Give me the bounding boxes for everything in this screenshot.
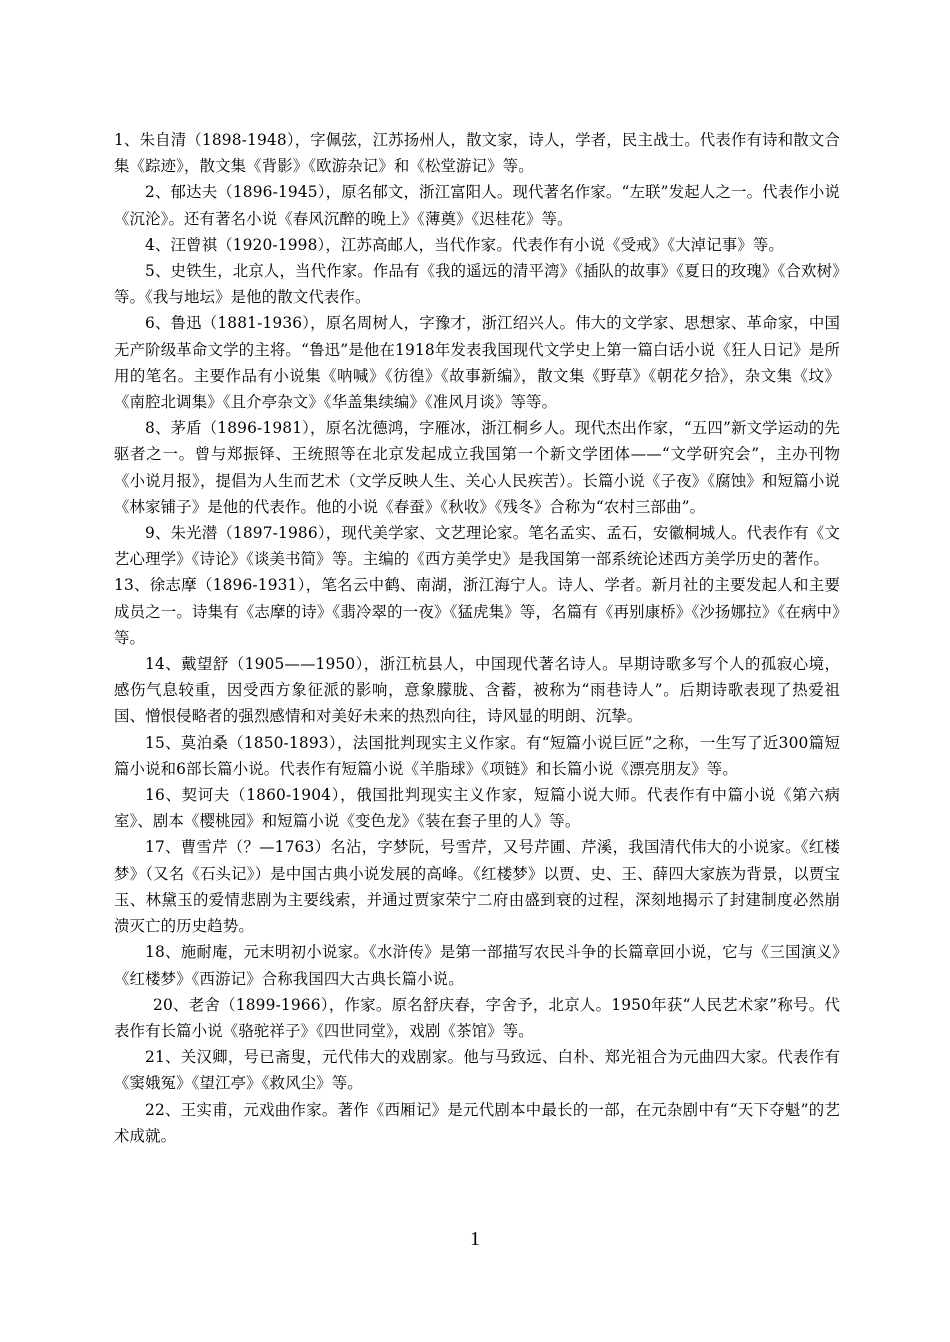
paragraph-mao-dun: 8、茅盾（1896-1981），原名沈德鸿，字雁冰，浙江桐乡人。现代杰出作家，“五四”新文学运动的先驱者之一。曾与郑振铎、王统照等在北京发起成立我国第一个新文学团体——“文学研究会”，主办刊物《小说月报》，提倡为人生而艺术（文学反映人生、关心人民疾苦）。长篇小说《子夜》《腐蚀》和短篇小说《林家铺子》是他的代表作。他的小说《春蚕》《秋收》《残冬》合称为“农村三部曲”。	[114, 419, 840, 516]
paragraph-xu-zhimo: 13、徐志摩（1896-1931），笔名云中鹤、南湖，浙江海宁人。诗人、学者。新月社的主要发起人和主要成员之一。诗集有《志摩的诗》《翡冷翠的一夜》《猛虎集》等，名篇有《再别康桥》《沙扬娜拉》《在病中》等。	[114, 576, 840, 647]
paragraph-shi-naian: 18、施耐庵，元末明初小说家。《水浒传》是第一部描写农民斗争的长篇章回小说，它与《三国演义》《红楼梦》《西游记》合称我国四大古典长篇小说。	[114, 943, 840, 988]
document-body	[114, 127, 840, 1149]
paragraph-cao-xueqin: 17、曹雪芹（？—1763）名沾，字梦阮，号雪芹，又号芹圃、芹溪，我国清代伟大的小说家。《红楼梦》（又名《石头记》）是中国古典小说发展的高峰。《红楼梦》以贾、史、王、薛四大家族为背景，以贾宝玉、林黛玉的爱情悲剧为主要线索，并通过贾家荣宁二府由盛到衰的过程，深刻地揭示了封建制度必然崩溃灭亡的历史趋势。	[114, 838, 840, 936]
paragraph-yu-dafu: 2、郁达夫（1896-1945），原名郁文，浙江富阳人。现代著名作家。“左联”发起人之一。代表作小说《沉沦》。还有著名小说《春风沉醉的晚上》《薄奠》《迟桂花》等。	[114, 183, 840, 228]
paragraph-guan-hanqing: 21、关汉卿，号已斋叟，元代伟大的戏剧家。他与马致远、白朴、郑光祖合为元曲四大家。代表作有《窦娥冤》《望江亭》《救风尘》等。	[114, 1048, 840, 1093]
paragraph-zhu-ziqing: 1、朱自清（1898-1948），字佩弦，江苏扬州人，散文家，诗人，学者，民主战士。代表作有诗和散文合集《踪迹》，散文集《背影》《欧游杂记》和《松堂游记》等。	[114, 131, 840, 176]
paragraph-lao-she: 20、老舍（1899-1966），作家。原名舒庆春，字舍予，北京人。1950年获“人民艺术家”称号。代表作有长篇小说《骆驼祥子》《四世同堂》，戏剧《茶馆》等。	[114, 995, 840, 1040]
paragraph-chekhov: 16、契诃夫（1860-1904），俄国批判现实主义作家，短篇小说大师。代表作有中篇小说《第六病室》、剧本《樱桃园》和短篇小说《变色龙》《装在套子里的人》等。	[114, 786, 840, 831]
paragraph-shi-tiesheng: 5、史铁生，北京人，当代作家。作品有《我的遥远的清平湾》《插队的故事》《夏日的玫瑰》《合欢树》等。《我与地坛》是他的散文代表作。	[114, 262, 840, 307]
paragraph-maupassant: 15、莫泊桑（1850-1893），法国批判现实主义作家。有“短篇小说巨匠”之称，一生写了近300篇短篇小说和6部长篇小说。代表作有短篇小说《羊脂球》《项链》和长篇小说《漂亮朋友》等。	[114, 733, 840, 778]
page-number: 1	[470, 1228, 480, 1250]
paragraph-wang-zengqi: 4、汪曾祺（1920-1998），江苏高邮人，当代作家。代表作有小说《受戒》《大淖记事》等。	[145, 235, 784, 254]
paragraph-wang-shifu: 22、王实甫，元戏曲作家。著作《西厢记》是元代剧本中最长的一部，在元杂剧中有“天下夺魁”的艺术成就。	[114, 1100, 840, 1145]
paragraph-zhu-guangqian: 9、朱光潜（1897-1986），现代美学家、文艺理论家。笔名孟实、孟石，安徽桐城人。代表作有《文艺心理学》《诗论》《谈美书简》等。主编的《西方美学史》是我国第一部系统论述西方美学历史的著作。	[114, 524, 840, 569]
paragraph-lu-xun: 6、鲁迅（1881-1936），原名周树人，字豫才，浙江绍兴人。伟大的文学家、思想家、革命家，中国无产阶级革命文学的主将。“鲁迅”是他在1918年发表我国现代文学史上第一篇白话小说《狂人日记》是所用的笔名。主要作品有小说集《呐喊》《彷徨》《故事新编》，散文集《野草》《朝花夕拾》，杂文集《坟》《南腔北调集》《且介亭杂文》《华盖集续编》《准风月谈》等等。	[114, 314, 840, 412]
paragraph-dai-wangshu: 14、戴望舒（1905——1950），浙江杭县人，中国现代著名诗人。早期诗歌多写个人的孤寂心境，感伤气息较重，因受西方象征派的影响，意象朦胧、含蓄，被称为“雨巷诗人”。后期诗歌表现了热爱祖国、憎恨侵略者的强烈感情和对美好未来的热烈向往，诗风显的明朗、沉挚。	[114, 655, 840, 726]
